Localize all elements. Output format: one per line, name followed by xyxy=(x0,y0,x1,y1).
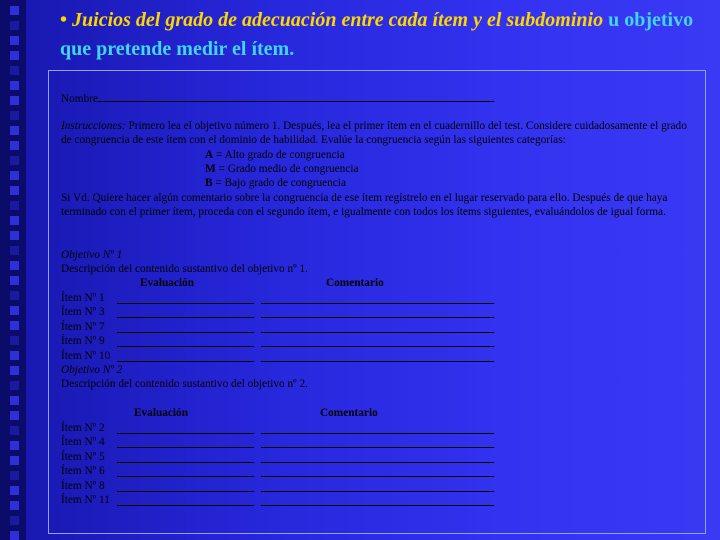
item-label: Ítem Nº 3 xyxy=(61,306,105,319)
nombre-line xyxy=(61,90,494,106)
decorative-square xyxy=(10,411,19,420)
decorative-square xyxy=(10,201,19,210)
item-label: Ítem Nº 10 xyxy=(61,349,111,362)
category-b xyxy=(205,176,346,190)
decorative-square xyxy=(10,6,19,15)
category-a-text: = Alto grado de congruencia xyxy=(216,149,345,161)
category-m-letter: M xyxy=(205,163,216,175)
decorative-square xyxy=(10,336,19,345)
evaluation-field[interactable] xyxy=(117,479,254,492)
category-m-text: = Grado medio de congruencia xyxy=(218,163,359,175)
instructions-label: Instrucciones: xyxy=(61,120,126,132)
title-normal-part: u objetivo que pretende medir el ítem. xyxy=(60,9,694,60)
decorative-square xyxy=(10,426,19,435)
category-b-letter: B xyxy=(205,177,213,189)
decorative-square xyxy=(10,126,19,135)
decorative-square xyxy=(10,156,19,165)
evaluation-field[interactable] xyxy=(117,349,254,362)
item-label: Ítem Nº 4 xyxy=(61,436,105,449)
evaluation-field[interactable] xyxy=(117,450,254,463)
decorative-square xyxy=(10,516,19,525)
comment-field[interactable] xyxy=(261,464,494,477)
decorative-square xyxy=(10,81,19,90)
category-m xyxy=(205,162,359,176)
instructions-text: Primero lea el objetivo número 1. Después, lea el primer ítem en el cuadernillo del test. Considere cuidadosamente el grado de congruencia de este ítem con el dominio de habilidad. Evalúe la congruencia según las siguientes categorías: xyxy=(61,120,687,147)
decorative-square xyxy=(10,141,19,150)
item-label: Ítem Nº 5 xyxy=(61,450,105,463)
comment-field[interactable] xyxy=(261,435,494,448)
objective-1-comment-header: Comentario xyxy=(326,277,384,289)
decorative-square xyxy=(10,66,19,75)
evaluation-field[interactable] xyxy=(117,421,254,434)
decorative-square xyxy=(10,36,19,45)
decorative-square xyxy=(10,51,19,60)
decorative-square xyxy=(10,231,19,240)
item-label: Ítem Nº 1 xyxy=(61,292,105,304)
objective-1-title: Objetivo Nº 1 xyxy=(61,249,123,261)
decorative-square xyxy=(10,216,19,225)
form-panel xyxy=(48,70,706,534)
nombre-label: Nombre xyxy=(61,93,99,105)
category-b-text: = Bajo grado de congruencia xyxy=(215,177,346,189)
decorative-square xyxy=(10,456,19,465)
comment-field[interactable] xyxy=(261,320,494,333)
comment-field[interactable] xyxy=(261,493,494,506)
decorative-left-strip xyxy=(0,0,26,540)
slide-title xyxy=(60,6,700,64)
decorative-square xyxy=(10,531,19,540)
objective-2-evaluation-header: Evaluación xyxy=(134,407,188,419)
comment-field[interactable] xyxy=(261,349,494,362)
decorative-square xyxy=(10,501,19,510)
evaluation-field[interactable] xyxy=(117,334,254,347)
category-a-letter: A xyxy=(205,149,214,161)
decorative-square xyxy=(10,441,19,450)
item-label: Ítem Nº 9 xyxy=(61,335,105,348)
evaluation-field[interactable] xyxy=(117,435,254,448)
decorative-square xyxy=(10,246,19,255)
category-a xyxy=(205,148,345,162)
evaluation-field[interactable] xyxy=(117,305,254,318)
decorative-square xyxy=(10,351,19,360)
item-label: Ítem Nº 7 xyxy=(61,320,105,333)
comment-field[interactable] xyxy=(261,334,494,347)
decorative-square xyxy=(10,381,19,390)
item-label: Ítem Nº 2 xyxy=(61,422,105,434)
decorative-square xyxy=(10,366,19,375)
item-label: Ítem Nº 6 xyxy=(61,465,105,478)
nombre-field[interactable] xyxy=(98,90,494,102)
instructions-paragraph xyxy=(61,119,691,148)
item-label: Ítem Nº 8 xyxy=(61,479,105,492)
comment-instructions: Si Vd. Quiere hacer algún comentario sobre la congruencia de ese ítem regístrelo en el lugar reservado para ello. Después de que haya terminado con el primer ítem, proceda con el segundo ítem, e igualmente con todos los ítems siguientes, evaluándolos de igual forma. xyxy=(61,192,668,219)
decorative-square xyxy=(10,471,19,480)
comment-field[interactable] xyxy=(261,291,494,304)
title-bullet: • xyxy=(60,9,68,31)
evaluation-field[interactable] xyxy=(117,493,254,506)
title-italic-part: Juicios del grado de adecuación entre cada ítem y el subdominio xyxy=(72,9,604,31)
objective-2-description: Descripción del contenido sustantivo del objetivo nº 2. xyxy=(61,378,308,390)
evaluation-field[interactable] xyxy=(117,464,254,477)
decorative-square xyxy=(10,291,19,300)
decorative-square xyxy=(10,321,19,330)
decorative-square xyxy=(10,486,19,495)
evaluation-field[interactable] xyxy=(117,320,254,333)
decorative-square xyxy=(10,276,19,285)
decorative-square xyxy=(10,111,19,120)
item-label: Ítem Nº 11 xyxy=(61,494,110,506)
decorative-square xyxy=(10,261,19,270)
objective-2-comment-header: Comentario xyxy=(320,407,378,419)
decorative-square xyxy=(10,96,19,105)
decorative-square xyxy=(10,21,19,30)
objective-1-description: Descripción del contenido sustantivo del objetivo nº 1. xyxy=(61,263,308,275)
decorative-square xyxy=(10,396,19,405)
comment-field[interactable] xyxy=(261,479,494,492)
comment-field[interactable] xyxy=(261,450,494,463)
decorative-square xyxy=(10,171,19,180)
comment-field[interactable] xyxy=(261,305,494,318)
objective-2-title: Objetivo Nº 2 xyxy=(61,364,123,376)
comment-field[interactable] xyxy=(261,421,494,434)
evaluation-field[interactable] xyxy=(117,291,254,304)
decorative-square xyxy=(10,186,19,195)
decorative-square xyxy=(10,306,19,315)
objective-1-evaluation-header: Evaluación xyxy=(140,277,194,289)
